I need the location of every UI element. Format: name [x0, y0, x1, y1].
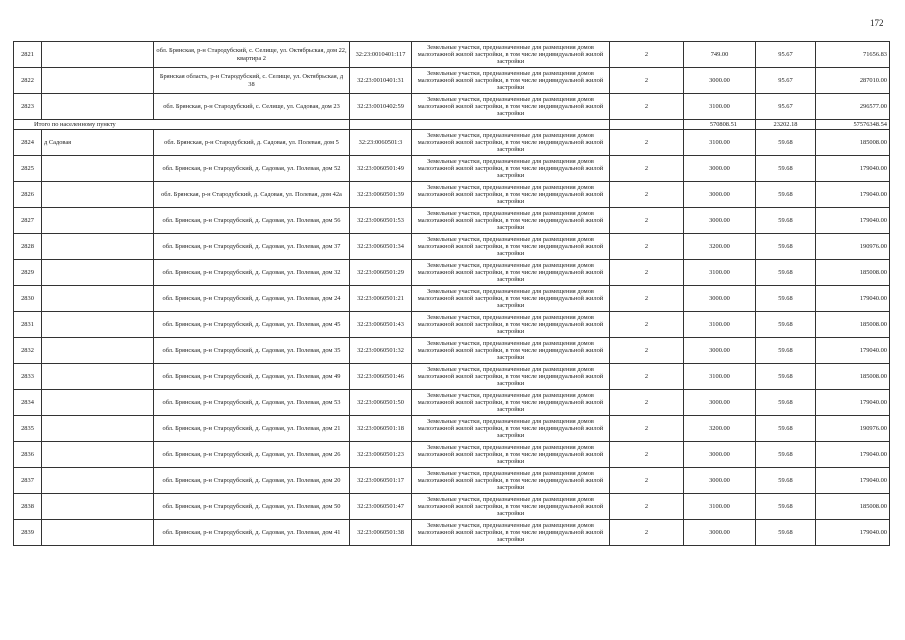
land-use-type: Земельные участки, предназначенные для размещения домов малоэтажной жилой застройки, в том числе индивидуальной жилой застройки — [412, 94, 610, 120]
row-number: 2831 — [14, 312, 42, 338]
specific-price: 59.68 — [756, 364, 816, 390]
land-use-type: Земельные участки, предназначенные для размещения домов малоэтажной жилой застройки, в том числе индивидуальной жилой застройки — [412, 68, 610, 94]
area-value: 3100.00 — [684, 130, 756, 156]
cadastral-number: 32:23:0060501:38 — [350, 520, 412, 546]
settlement-name — [42, 390, 154, 416]
category-code: 2 — [610, 520, 684, 546]
row-number: 2824 — [14, 130, 42, 156]
address-cell: обл. Брянская, р-н Стародубский, д. Садовая, ул. Полевая, дом 41 — [154, 520, 350, 546]
table-row — [14, 520, 890, 546]
area-value: 3000.00 — [684, 208, 756, 234]
category-code: 2 — [610, 312, 684, 338]
land-use-type: Земельные участки, предназначенные для размещения домов малоэтажной жилой застройки, в том числе индивидуальной жилой застройки — [412, 494, 610, 520]
cadastral-number: 32:23:0010402:59 — [350, 94, 412, 120]
land-use-type: Земельные участки, предназначенные для размещения домов малоэтажной жилой застройки, в том числе индивидуальной жилой застройки — [412, 390, 610, 416]
address-cell: обл. Брянская, р-н Стародубский, д. Садовая, ул. Полевая, дом 26 — [154, 442, 350, 468]
cadastral-value: 179040.00 — [816, 286, 890, 312]
specific-price: 59.68 — [756, 286, 816, 312]
table-row — [14, 94, 890, 120]
specific-price: 59.68 — [756, 468, 816, 494]
cadastral-value: 179040.00 — [816, 338, 890, 364]
land-use-type: Земельные участки, предназначенные для размещения домов малоэтажной жилой застройки, в том числе индивидуальной жилой застройки — [412, 520, 610, 546]
table-row — [14, 130, 890, 156]
row-number: 2839 — [14, 520, 42, 546]
settlement-name — [42, 312, 154, 338]
table-body-before — [14, 42, 890, 120]
table-body-after — [14, 130, 890, 546]
cadastral-number: 32:23:0060501:3 — [350, 130, 412, 156]
land-use-type: Земельные участки, предназначенные для размещения домов малоэтажной жилой застройки, в том числе индивидуальной жилой застройки — [412, 364, 610, 390]
cadastral-value: 190976.00 — [816, 234, 890, 260]
category-code: 2 — [610, 338, 684, 364]
address-cell: Брянская область, р-н Стародубский, с. Селище, ул. Октябрьская, д 38 — [154, 68, 350, 94]
settlement-name — [42, 156, 154, 182]
address-cell: обл. Брянская, р-н Стародубский, д. Садовая, ул. Полевая, дом 42а — [154, 182, 350, 208]
land-registry-table — [13, 41, 890, 546]
specific-price: 59.68 — [756, 182, 816, 208]
subtotal-empty-use — [412, 120, 610, 130]
settlement-name — [42, 442, 154, 468]
cadastral-number: 32:23:0060501:50 — [350, 390, 412, 416]
subtotal-empty-cadastral — [350, 120, 412, 130]
row-number: 2828 — [14, 234, 42, 260]
land-use-type: Земельные участки, предназначенные для размещения домов малоэтажной жилой застройки, в том числе индивидуальной жилой застройки — [412, 234, 610, 260]
subtotal-row — [14, 120, 890, 130]
cadastral-value: 190976.00 — [816, 416, 890, 442]
cadastral-number: 32:23:0010401:117 — [350, 42, 412, 68]
settlement-name — [42, 234, 154, 260]
address-cell: обл. Брянская, р-н Стародубский, д. Садовая, ул. Полевая, дом 21 — [154, 416, 350, 442]
address-cell: обл. Брянская, р-н Стародубский, д. Садовая, ул. Полевая, дом 37 — [154, 234, 350, 260]
specific-price: 59.68 — [756, 442, 816, 468]
category-code: 2 — [610, 364, 684, 390]
category-code: 2 — [610, 260, 684, 286]
category-code: 2 — [610, 468, 684, 494]
area-value: 3000.00 — [684, 338, 756, 364]
specific-price: 59.68 — [756, 338, 816, 364]
area-value: 3000.00 — [684, 156, 756, 182]
cadastral-number: 32:23:0060501:49 — [350, 156, 412, 182]
area-value: 3100.00 — [684, 312, 756, 338]
category-code: 2 — [610, 286, 684, 312]
address-cell: обл. Брянская, р-н Стародубский, д. Садовая, ул. Полевая, дом 24 — [154, 286, 350, 312]
area-value: 3000.00 — [684, 442, 756, 468]
specific-price: 59.68 — [756, 312, 816, 338]
cadastral-number: 32:23:0060501:34 — [350, 234, 412, 260]
cadastral-number: 32:23:0060501:46 — [350, 364, 412, 390]
cadastral-value: 179040.00 — [816, 468, 890, 494]
row-number: 2836 — [14, 442, 42, 468]
land-use-type: Земельные участки, предназначенные для размещения домов малоэтажной жилой застройки, в том числе индивидуальной жилой застройки — [412, 468, 610, 494]
cadastral-number: 32:23:0060501:39 — [350, 182, 412, 208]
land-use-type: Земельные участки, предназначенные для размещения домов малоэтажной жилой застройки, в том числе индивидуальной жилой застройки — [412, 130, 610, 156]
area-value: 3200.00 — [684, 416, 756, 442]
table-row — [14, 286, 890, 312]
settlement-name — [42, 94, 154, 120]
specific-price: 95.67 — [756, 94, 816, 120]
specific-price: 59.68 — [756, 260, 816, 286]
cadastral-value: 185008.00 — [816, 312, 890, 338]
address-cell: обл. Брянская, р-н Стародубский, д. Садовая, ул. Полевая, дом 50 — [154, 494, 350, 520]
land-use-type: Земельные участки, предназначенные для размещения домов малоэтажной жилой застройки, в том числе индивидуальной жилой застройки — [412, 182, 610, 208]
table-row — [14, 42, 890, 68]
specific-price: 59.68 — [756, 156, 816, 182]
area-value: 3100.00 — [684, 494, 756, 520]
cadastral-value: 287010.00 — [816, 68, 890, 94]
cadastral-number: 32:23:0060501:32 — [350, 338, 412, 364]
subtotal-empty-category — [610, 120, 684, 130]
cadastral-number: 32:23:0060501:21 — [350, 286, 412, 312]
address-cell: обл. Брянская, р-н Стародубский, д. Садовая, ул. Полевая, дом 20 — [154, 468, 350, 494]
settlement-name — [42, 416, 154, 442]
area-value: 749.00 — [684, 42, 756, 68]
address-cell: обл. Брянская, р-н Стародубский, д. Садовая, ул. Полевая, дом 53 — [154, 390, 350, 416]
area-value: 3000.00 — [684, 182, 756, 208]
land-use-type: Земельные участки, предназначенные для размещения домов малоэтажной жилой застройки, в том числе индивидуальной жилой застройки — [412, 260, 610, 286]
row-number: 2835 — [14, 416, 42, 442]
address-cell: обл. Брянская, р-н Стародубский, д. Садовая, ул. Полевая, дом 49 — [154, 364, 350, 390]
address-cell: обл. Брянская, р-н Стародубский, с. Селище, ул. Октябрьская, дом 22, квартира 2 — [154, 42, 350, 68]
cadastral-number: 32:23:0060501:29 — [350, 260, 412, 286]
land-use-type: Земельные участки, предназначенные для размещения домов малоэтажной жилой застройки, в том числе индивидуальной жилой застройки — [412, 286, 610, 312]
table-row — [14, 390, 890, 416]
row-number: 2822 — [14, 68, 42, 94]
page-number: 172 — [870, 18, 884, 28]
category-code: 2 — [610, 42, 684, 68]
table-body-subtotal — [14, 120, 890, 130]
address-cell: обл. Брянская, р-н Стародубский, с. Селище, ул. Садовая, дом 23 — [154, 94, 350, 120]
cadastral-number: 32:23:0060501:53 — [350, 208, 412, 234]
settlement-name — [42, 520, 154, 546]
specific-price: 95.67 — [756, 42, 816, 68]
table-row — [14, 156, 890, 182]
specific-price: 95.67 — [756, 68, 816, 94]
cadastral-value: 185008.00 — [816, 260, 890, 286]
table-row — [14, 364, 890, 390]
settlement-name — [42, 260, 154, 286]
row-number: 2833 — [14, 364, 42, 390]
cadastral-value: 296577.00 — [816, 94, 890, 120]
settlement-name: д Садовая — [42, 130, 154, 156]
cadastral-value: 185008.00 — [816, 364, 890, 390]
row-number: 2830 — [14, 286, 42, 312]
category-code: 2 — [610, 494, 684, 520]
table-row — [14, 68, 890, 94]
table-row — [14, 338, 890, 364]
specific-price: 59.68 — [756, 130, 816, 156]
row-number: 2829 — [14, 260, 42, 286]
row-number: 2821 — [14, 42, 42, 68]
area-value: 3000.00 — [684, 286, 756, 312]
table-row — [14, 234, 890, 260]
specific-price: 59.68 — [756, 416, 816, 442]
area-value: 3000.00 — [684, 390, 756, 416]
area-value: 3100.00 — [684, 364, 756, 390]
table-row — [14, 442, 890, 468]
row-number: 2823 — [14, 94, 42, 120]
settlement-name — [42, 208, 154, 234]
table-row — [14, 182, 890, 208]
category-code: 2 — [610, 390, 684, 416]
land-use-type: Земельные участки, предназначенные для размещения домов малоэтажной жилой застройки, в том числе индивидуальной жилой застройки — [412, 156, 610, 182]
area-value: 3100.00 — [684, 260, 756, 286]
area-value: 3000.00 — [684, 468, 756, 494]
address-cell: обл. Брянская, р-н Стародубский, д. Садовая, ул. Полевая, дом 32 — [154, 260, 350, 286]
row-number: 2837 — [14, 468, 42, 494]
specific-price: 59.68 — [756, 494, 816, 520]
subtotal-price: 23202.18 — [756, 120, 816, 130]
area-value: 3000.00 — [684, 68, 756, 94]
subtotal-value: 57576348.54 — [816, 120, 890, 130]
settlement-name — [42, 468, 154, 494]
category-code: 2 — [610, 182, 684, 208]
cadastral-value: 179040.00 — [816, 182, 890, 208]
category-code: 2 — [610, 94, 684, 120]
table-row — [14, 468, 890, 494]
area-value: 3200.00 — [684, 234, 756, 260]
specific-price: 59.68 — [756, 208, 816, 234]
cadastral-number: 32:23:0060501:47 — [350, 494, 412, 520]
cadastral-value: 179040.00 — [816, 520, 890, 546]
row-number: 2838 — [14, 494, 42, 520]
cadastral-value: 185008.00 — [816, 494, 890, 520]
category-code: 2 — [610, 442, 684, 468]
address-cell: обл. Брянская, р-н Стародубский, д. Садовая, ул. Полевая, дом 56 — [154, 208, 350, 234]
specific-price: 59.68 — [756, 234, 816, 260]
row-number: 2834 — [14, 390, 42, 416]
cadastral-value: 179040.00 — [816, 156, 890, 182]
category-code: 2 — [610, 130, 684, 156]
subtotal-area: 570808.51 — [684, 120, 756, 130]
area-value: 3100.00 — [684, 94, 756, 120]
specific-price: 59.68 — [756, 520, 816, 546]
category-code: 2 — [610, 156, 684, 182]
cadastral-value: 179040.00 — [816, 208, 890, 234]
cadastral-number: 32:23:0060501:18 — [350, 416, 412, 442]
row-number: 2832 — [14, 338, 42, 364]
address-cell: обл. Брянская, р-н Стародубский, д. Садовая, ул. Полевая, дом 35 — [154, 338, 350, 364]
category-code: 2 — [610, 68, 684, 94]
table-row — [14, 416, 890, 442]
land-use-type: Земельные участки, предназначенные для размещения домов малоэтажной жилой застройки, в том числе индивидуальной жилой застройки — [412, 42, 610, 68]
settlement-name — [42, 42, 154, 68]
category-code: 2 — [610, 416, 684, 442]
settlement-name — [42, 182, 154, 208]
table-row — [14, 260, 890, 286]
settlement-name — [42, 68, 154, 94]
address-cell: обл. Брянская, р-н Стародубский, д. Садовая, ул. Полевая, дом 45 — [154, 312, 350, 338]
address-cell: обл. Брянская, р-н Стародубский, д. Садовая, ул. Полевая, дом 5 — [154, 130, 350, 156]
settlement-name — [42, 286, 154, 312]
table-row — [14, 494, 890, 520]
category-code: 2 — [610, 234, 684, 260]
cadastral-value: 185008.00 — [816, 130, 890, 156]
settlement-name — [42, 364, 154, 390]
area-value: 3000.00 — [684, 520, 756, 546]
cadastral-value: 179040.00 — [816, 390, 890, 416]
category-code: 2 — [610, 208, 684, 234]
subtotal-label: Итого по населенному пункту — [14, 120, 350, 130]
row-number: 2826 — [14, 182, 42, 208]
row-number: 2825 — [14, 156, 42, 182]
cadastral-value: 71656.83 — [816, 42, 890, 68]
row-number: 2827 — [14, 208, 42, 234]
land-use-type: Земельные участки, предназначенные для размещения домов малоэтажной жилой застройки, в том числе индивидуальной жилой застройки — [412, 312, 610, 338]
settlement-name — [42, 494, 154, 520]
land-use-type: Земельные участки, предназначенные для размещения домов малоэтажной жилой застройки, в том числе индивидуальной жилой застройки — [412, 416, 610, 442]
table-row — [14, 312, 890, 338]
table-row — [14, 208, 890, 234]
land-use-type: Земельные участки, предназначенные для размещения домов малоэтажной жилой застройки, в том числе индивидуальной жилой застройки — [412, 338, 610, 364]
specific-price: 59.68 — [756, 390, 816, 416]
cadastral-number: 32:23:0010401:31 — [350, 68, 412, 94]
settlement-name — [42, 338, 154, 364]
cadastral-number: 32:23:0060501:17 — [350, 468, 412, 494]
cadastral-value: 179040.00 — [816, 442, 890, 468]
land-use-type: Земельные участки, предназначенные для размещения домов малоэтажной жилой застройки, в том числе индивидуальной жилой застройки — [412, 442, 610, 468]
land-use-type: Земельные участки, предназначенные для размещения домов малоэтажной жилой застройки, в том числе индивидуальной жилой застройки — [412, 208, 610, 234]
address-cell: обл. Брянская, р-н Стародубский, д. Садовая, ул. Полевая, дом 52 — [154, 156, 350, 182]
cadastral-number: 32:23:0060501:23 — [350, 442, 412, 468]
cadastral-number: 32:23:0060501:43 — [350, 312, 412, 338]
